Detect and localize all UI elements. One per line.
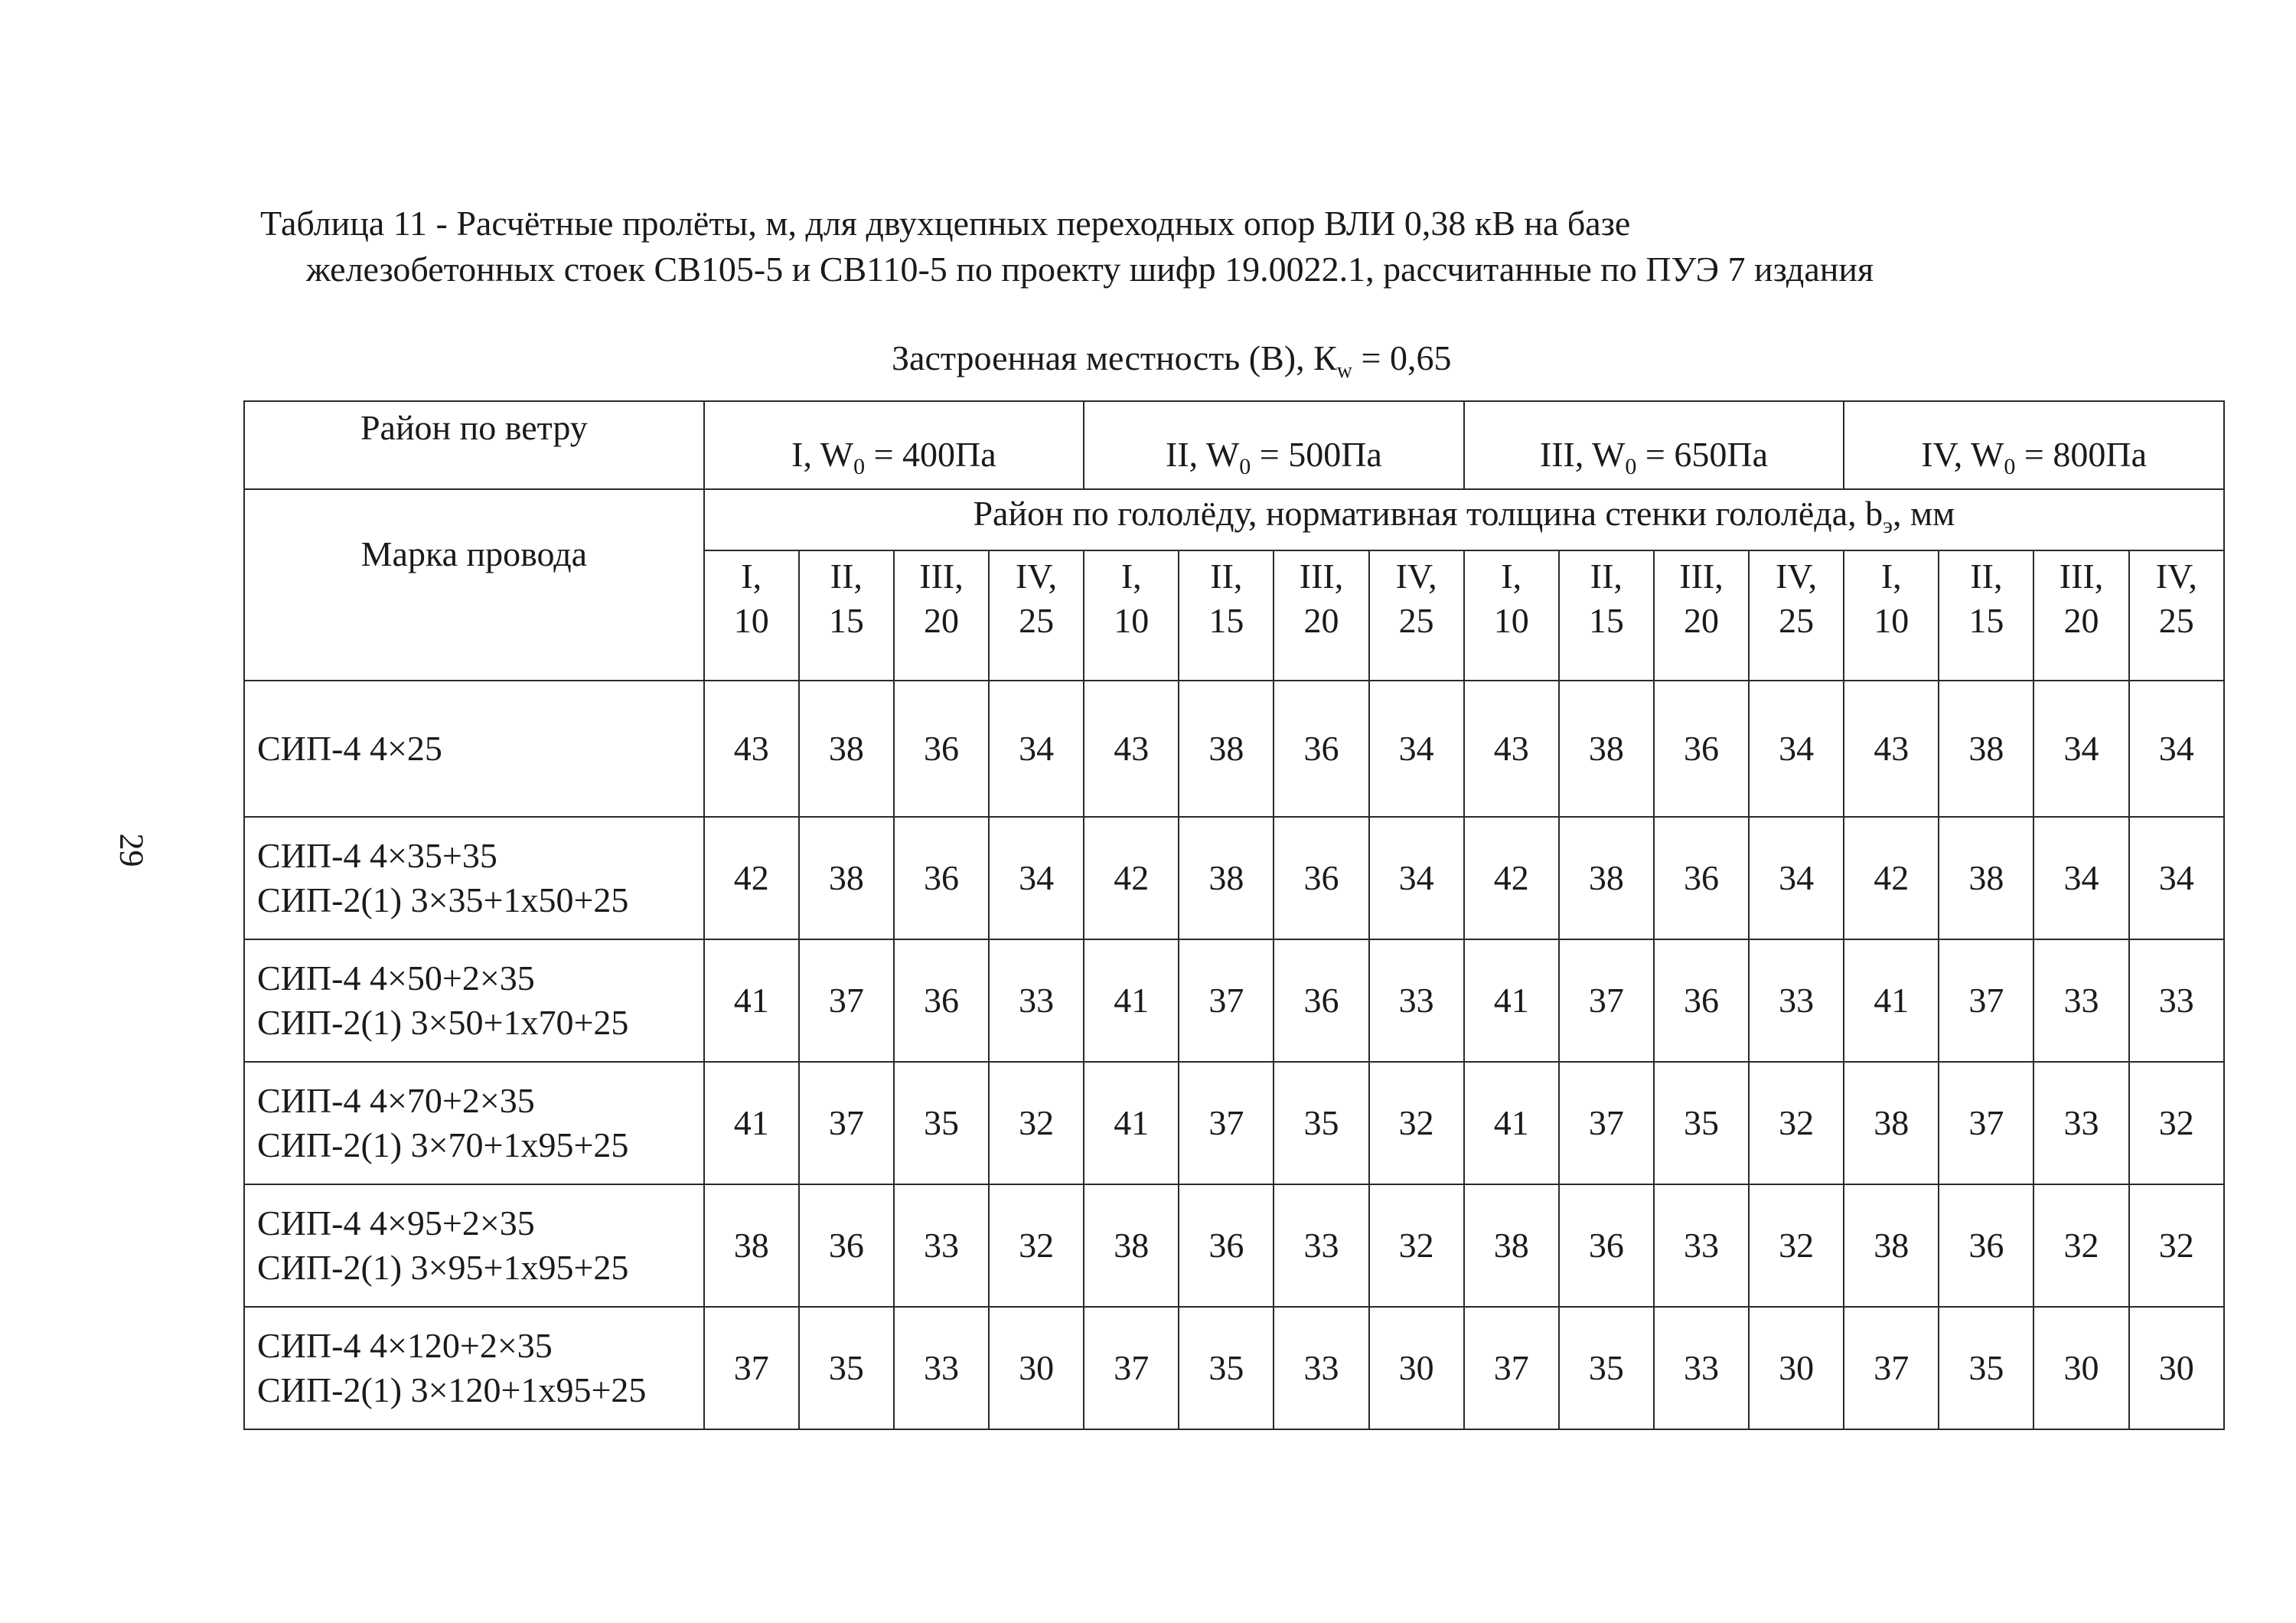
span-value-cell: 36 — [1274, 681, 1368, 817]
span-value-cell: 37 — [1559, 1062, 1654, 1184]
span-value-cell: 38 — [1939, 681, 2033, 817]
span-value-cell: 42 — [1464, 817, 1559, 939]
ice-region-header: II, 15 — [1939, 550, 2033, 681]
ice-region-header: I, 10 — [704, 550, 799, 681]
span-value-cell: 32 — [2129, 1184, 2224, 1307]
span-value-cell: 35 — [1654, 1062, 1749, 1184]
ice-region-title: Район по гололёду, нормативная толщина стенки гололёда, $b_э$, мм — [704, 489, 2224, 550]
span-value-cell: 41 — [1844, 939, 1939, 1062]
wind-region-header: III, $W_0 = 650Па$ — [1464, 401, 1844, 489]
span-value-cell: 33 — [1369, 939, 1464, 1062]
span-value-cell: 33 — [2129, 939, 2224, 1062]
table-body — [244, 681, 2224, 1429]
ice-region-header: II, 15 — [1179, 550, 1274, 681]
span-value-cell: 33 — [989, 939, 1084, 1062]
spans-table — [243, 400, 2225, 1430]
span-value-cell: 33 — [1749, 939, 1844, 1062]
span-value-cell: 35 — [799, 1307, 894, 1429]
span-value-cell: 33 — [894, 1184, 989, 1307]
span-value-cell: 36 — [1179, 1184, 1274, 1307]
span-value-cell: 37 — [704, 1307, 799, 1429]
table-row — [244, 1062, 2224, 1184]
span-value-cell: 34 — [2129, 681, 2224, 817]
span-value-cell: 43 — [704, 681, 799, 817]
table-row — [244, 1307, 2224, 1429]
span-value-cell: 30 — [1749, 1307, 1844, 1429]
span-value-cell: 42 — [704, 817, 799, 939]
span-value-cell: 38 — [1179, 681, 1274, 817]
span-value-cell: 43 — [1464, 681, 1559, 817]
span-value-cell: 33 — [1654, 1184, 1749, 1307]
wire-brand-cell: СИП-4 4×50+2×35 СИП-2(1) 3×50+1х70+25 — [244, 939, 704, 1062]
span-value-cell: 33 — [1274, 1307, 1368, 1429]
span-value-cell: 38 — [1939, 817, 2033, 939]
span-value-cell: 33 — [1274, 1184, 1368, 1307]
span-value-cell: 37 — [1939, 939, 2033, 1062]
span-value-cell: 37 — [1464, 1307, 1559, 1429]
span-value-cell: 34 — [989, 681, 1084, 817]
wire-brand-cell: СИП-4 4×25 — [244, 681, 704, 817]
span-value-cell: 33 — [2033, 1062, 2128, 1184]
ice-region-header: II, 15 — [1559, 550, 1654, 681]
span-value-cell: 30 — [989, 1307, 1084, 1429]
span-value-cell: 30 — [2129, 1307, 2224, 1429]
span-value-cell: 33 — [2033, 939, 2128, 1062]
span-value-cell: 36 — [1654, 681, 1749, 817]
ice-region-header: I, 10 — [1844, 550, 1939, 681]
ice-title-row — [244, 489, 2224, 550]
span-value-cell: 38 — [1844, 1184, 1939, 1307]
span-value-cell: 38 — [1559, 817, 1654, 939]
wire-brand-cell: СИП-4 4×120+2×35 СИП-2(1) 3×120+1х95+25 — [244, 1307, 704, 1429]
wire-brand-label: Марка провода — [244, 489, 704, 681]
wind-region-header: IV, $W_0 = 800Па$ — [1844, 401, 2224, 489]
ice-region-header: IV, 25 — [1749, 550, 1844, 681]
span-value-cell: 38 — [799, 817, 894, 939]
span-value-cell: 34 — [1749, 681, 1844, 817]
table-row — [244, 817, 2224, 939]
span-value-cell: 38 — [1559, 681, 1654, 817]
span-value-cell: 34 — [989, 817, 1084, 939]
span-value-cell: 38 — [704, 1184, 799, 1307]
span-value-cell: 30 — [1369, 1307, 1464, 1429]
span-value-cell: 34 — [2033, 817, 2128, 939]
span-value-cell: 32 — [1749, 1062, 1844, 1184]
table-row — [244, 681, 2224, 817]
ice-region-header: I, 10 — [1084, 550, 1179, 681]
span-value-cell: 36 — [799, 1184, 894, 1307]
terrain-subtitle — [892, 337, 1452, 384]
ice-region-header: III, 20 — [1654, 550, 1749, 681]
span-value-cell: 35 — [1179, 1307, 1274, 1429]
table-caption — [260, 201, 1874, 292]
span-value-cell: 35 — [894, 1062, 989, 1184]
span-value-cell: 42 — [1844, 817, 1939, 939]
span-value-cell: 37 — [1084, 1307, 1179, 1429]
span-value-cell: 38 — [1464, 1184, 1559, 1307]
span-value-cell: 37 — [1179, 1062, 1274, 1184]
span-value-cell: 34 — [2033, 681, 2128, 817]
span-value-cell: 42 — [1084, 817, 1179, 939]
subtitle-subscript: w — [1336, 359, 1353, 384]
span-value-cell: 36 — [894, 681, 989, 817]
wind-region-header: I, $W_0 = 400Па$ — [704, 401, 1084, 489]
span-value-cell: 38 — [1844, 1062, 1939, 1184]
span-value-cell: 41 — [1084, 939, 1179, 1062]
table-row — [244, 1184, 2224, 1307]
span-value-cell: 43 — [1844, 681, 1939, 817]
span-value-cell: 37 — [799, 1062, 894, 1184]
span-value-cell: 36 — [1274, 939, 1368, 1062]
span-value-cell: 32 — [1749, 1184, 1844, 1307]
ice-region-header: II, 15 — [799, 550, 894, 681]
span-value-cell: 35 — [1559, 1307, 1654, 1429]
table-row — [244, 939, 2224, 1062]
span-value-cell: 34 — [1369, 817, 1464, 939]
span-value-cell: 38 — [1179, 817, 1274, 939]
page-number: 29 — [113, 833, 151, 867]
span-value-cell: 37 — [1844, 1307, 1939, 1429]
ice-region-header: III, 20 — [1274, 550, 1368, 681]
subtitle-prefix: Застроенная местность (В), К — [892, 338, 1337, 377]
span-value-cell: 36 — [1654, 939, 1749, 1062]
span-value-cell: 38 — [799, 681, 894, 817]
span-value-cell: 36 — [1559, 1184, 1654, 1307]
caption-line-2: железобетонных стоек СВ105-5 и СВ110-5 по проекту шифр 19.0022.1, рассчитанные по ПУЭ 7 издания — [306, 250, 1874, 289]
span-value-cell: 32 — [989, 1184, 1084, 1307]
span-value-cell: 41 — [1464, 1062, 1559, 1184]
ice-region-header: IV, 25 — [1369, 550, 1464, 681]
span-value-cell: 35 — [1939, 1307, 2033, 1429]
span-value-cell: 33 — [1654, 1307, 1749, 1429]
span-value-cell: 41 — [1464, 939, 1559, 1062]
span-value-cell: 37 — [1179, 939, 1274, 1062]
span-value-cell: 36 — [1654, 817, 1749, 939]
span-value-cell: 37 — [799, 939, 894, 1062]
caption-line-1: Таблица 11 - Расчётные пролёты, м, для двухцепных переходных опор ВЛИ 0,38 кВ на базе — [260, 204, 1631, 243]
span-value-cell: 34 — [2129, 817, 2224, 939]
wind-region-header: II, $W_0 = 500Па$ — [1084, 401, 1464, 489]
span-value-cell: 37 — [1939, 1062, 2033, 1184]
span-value-cell: 41 — [1084, 1062, 1179, 1184]
span-value-cell: 41 — [704, 1062, 799, 1184]
span-value-cell: 32 — [989, 1062, 1084, 1184]
span-value-cell: 43 — [1084, 681, 1179, 817]
span-value-cell: 32 — [2129, 1062, 2224, 1184]
span-value-cell: 30 — [2033, 1307, 2128, 1429]
ice-region-header: III, 20 — [2033, 550, 2128, 681]
span-value-cell: 32 — [1369, 1062, 1464, 1184]
span-value-cell: 41 — [704, 939, 799, 1062]
ice-region-header: I, 10 — [1464, 550, 1559, 681]
wire-brand-cell: СИП-4 4×95+2×35 СИП-2(1) 3×95+1х95+25 — [244, 1184, 704, 1307]
span-value-cell: 35 — [1274, 1062, 1368, 1184]
span-value-cell: 38 — [1084, 1184, 1179, 1307]
ice-region-header: IV, 25 — [2129, 550, 2224, 681]
span-value-cell: 33 — [894, 1307, 989, 1429]
ice-region-header: IV, 25 — [989, 550, 1084, 681]
span-value-cell: 32 — [2033, 1184, 2128, 1307]
span-value-cell: 36 — [1274, 817, 1368, 939]
wind-region-label: Район по ветру — [244, 401, 704, 489]
span-value-cell: 32 — [1369, 1184, 1464, 1307]
ice-region-header: III, 20 — [894, 550, 989, 681]
span-value-cell: 36 — [1939, 1184, 2033, 1307]
span-value-cell: 37 — [1559, 939, 1654, 1062]
wire-brand-cell: СИП-4 4×70+2×35 СИП-2(1) 3×70+1х95+25 — [244, 1062, 704, 1184]
subtitle-suffix: = 0,65 — [1352, 338, 1452, 377]
span-value-cell: 36 — [894, 939, 989, 1062]
wire-brand-cell: СИП-4 4×35+35 СИП-2(1) 3×35+1х50+25 — [244, 817, 704, 939]
span-value-cell: 36 — [894, 817, 989, 939]
span-value-cell: 34 — [1369, 681, 1464, 817]
span-value-cell: 34 — [1749, 817, 1844, 939]
wind-header-row — [244, 401, 2224, 489]
